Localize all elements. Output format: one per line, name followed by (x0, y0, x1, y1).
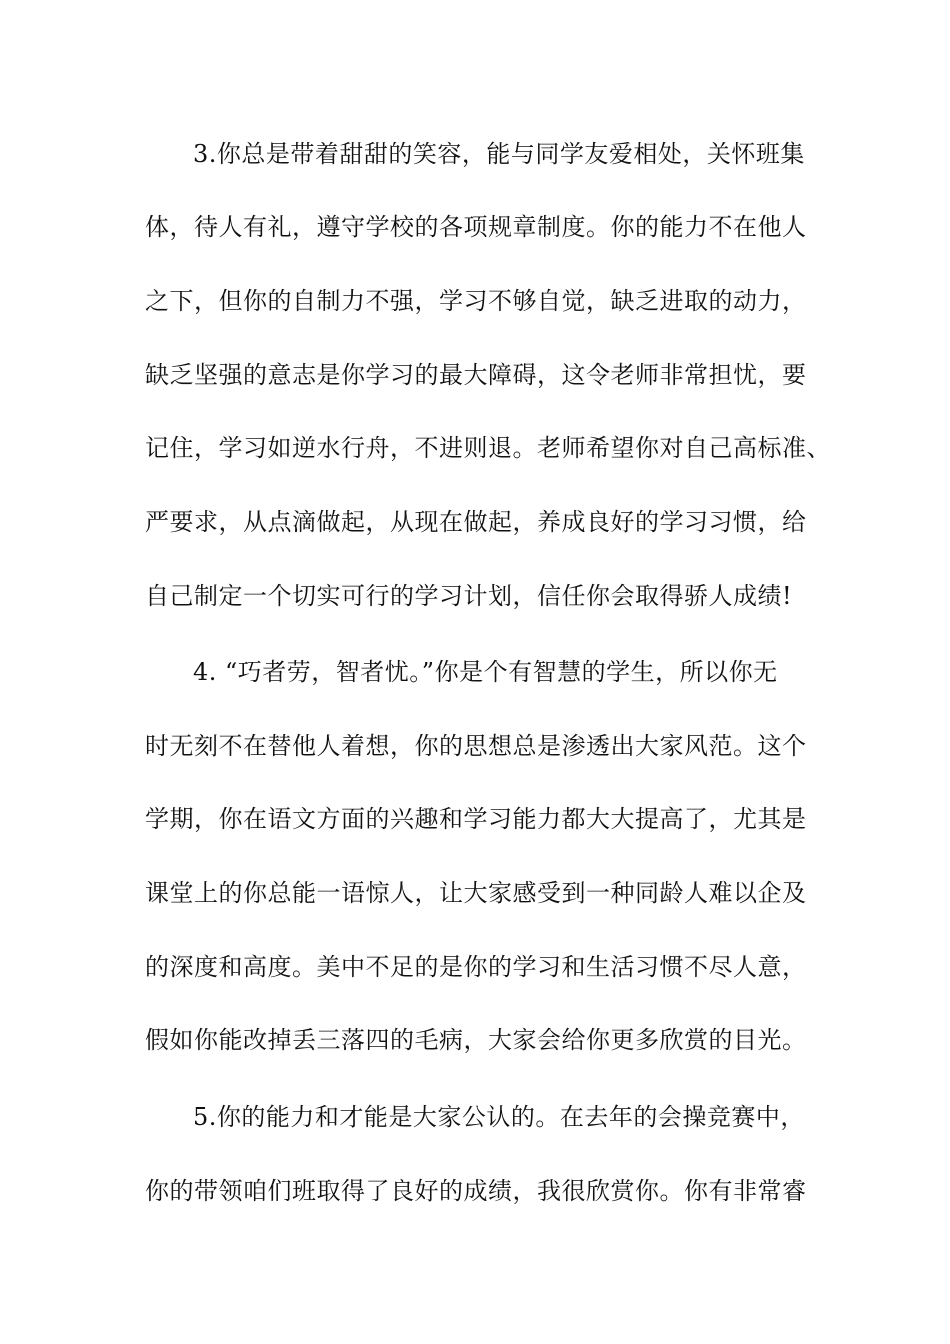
paragraph-4-line-1: 4. “巧者劳，智者忧。”你是个有智慧的学生，所以你无 (193, 658, 778, 686)
paragraph-4-line-6: 假如你能改掉丢三落四的毛病，大家会给你更多欣赏的目光。 (145, 1026, 807, 1054)
paragraph-3-line-7: 自己制定一个切实可行的学习计划，信任你会取得骄人成绩! (145, 582, 793, 610)
paragraph-3-line-5: 记住，学习如逆水行舟，不进则退。老师希望你对自己高标准、 (145, 434, 831, 462)
paragraph-4-line-4: 课堂上的你总能一语惊人，让大家感受到一种同龄人难以企及 (145, 879, 807, 907)
paragraph-4-line-2: 时无刻不在替他人着想，你的思想总是渗透出大家风范。这个 (145, 732, 807, 760)
paragraph-4-line-3: 学期，你在语文方面的兴趣和学习能力都大大提高了，尤其是 (145, 805, 807, 833)
paragraph-5-line-2: 你的带领咱们班取得了良好的成绩，我很欣赏你。你有非常睿 (145, 1177, 807, 1205)
paragraph-3-line-3: 之下，但你的自制力不强，学习不够自觉，缺乏进取的动力， (145, 287, 807, 315)
paragraph-4-line-5: 的深度和高度。美中不足的是你的学习和生活习惯不尽人意， (145, 953, 807, 981)
paragraph-3-line-4: 缺乏坚强的意志是你学习的最大障碍，这令老师非常担忧，要 (145, 361, 807, 389)
paragraph-3-line-1: 3.你总是带着甜甜的笑容，能与同学友爱相处，关怀班集 (193, 140, 805, 168)
paragraph-3-line-2: 体，待人有礼，遵守学校的各项规章制度。你的能力不在他人 (145, 213, 807, 241)
paragraph-5-line-1: 5.你的能力和才能是大家公认的。在去年的会操竞赛中， (193, 1103, 805, 1131)
paragraph-3-line-6: 严要求，从点滴做起，从现在做起，养成良好的学习习惯，给 (145, 508, 807, 536)
